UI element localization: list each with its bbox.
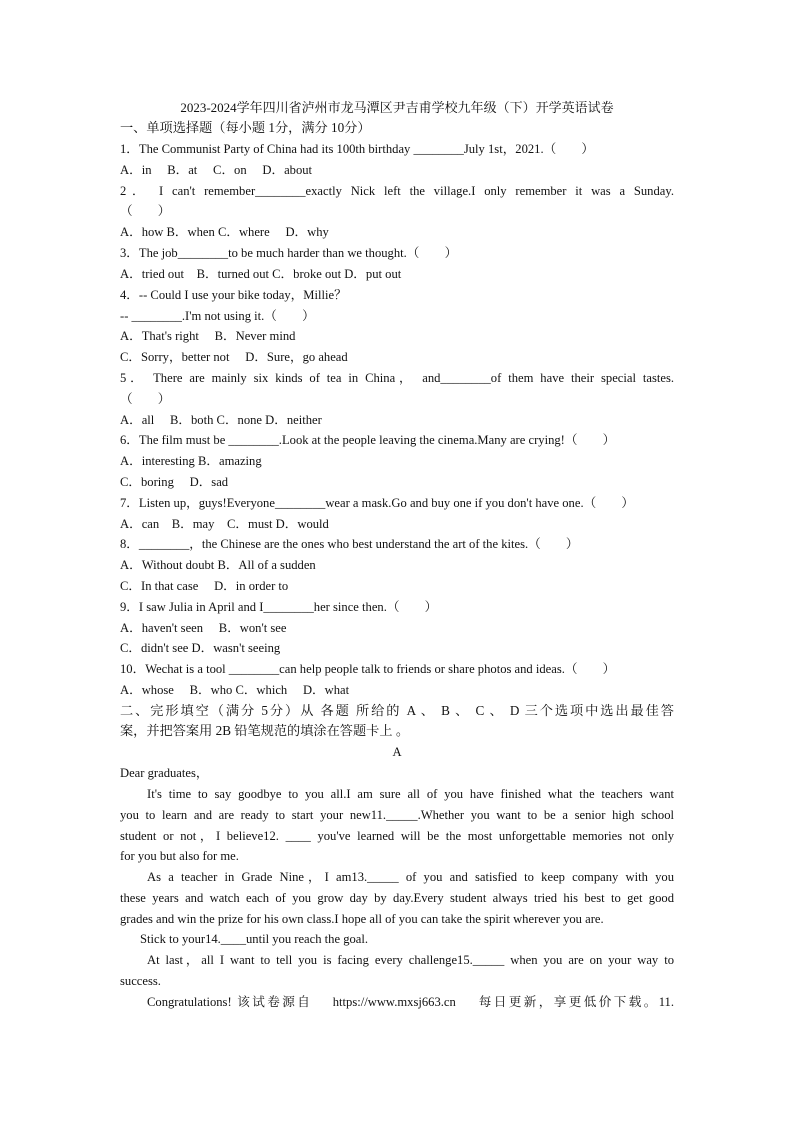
question-7-stem: 7．Listen up，guys!Everyone________wear a mask.Go and buy one if you don't have one.（ ） [120,496,634,510]
question-4-stem: 4．-- Could I use your bike today，Millie？ [120,288,347,302]
question-6-options-row2: C．boring D．sad [120,475,229,489]
section-heading-cloze-cont: 案，并把答案用 2B 铅笔规范的填涂在答题卡上 。 [120,723,410,738]
question-1-options: A．in B．at C．on D．about [120,163,313,177]
passage-line-1: It's time to say goodbye to you all.I am sure all of you have finished what the teachers want [147,787,674,801]
passage-line-3: student or not，I believe12. ____ you've learned will be the most unforgettable memories not only [120,829,674,843]
question-7-options: A．can B．may C．must D．would [120,517,329,531]
passage-line-2: you to learn and are ready to start your new11._____.Whether you want to be a senior high school [120,808,674,822]
question-2-stem: 2． I can't remember________exactly Nick left the village.I only remember it was a Sunday. [120,184,674,198]
passage-line-6: these years and watch each of you grow day by day.Every student always tried his best to get good [120,891,674,905]
passage-line-10: success. [120,974,161,988]
question-3-stem: 3．The job________to be much harder than we thought.（ ） [120,246,458,260]
question-9-stem: 9．I saw Julia in April and I________her since then.（ ） [120,600,438,614]
question-2-options: A．how B．when C．where D．why [120,225,329,239]
passage-line-11: Congratulations! 该试卷源自 https://www.mxsj663.cn 每日更新，享更低价下载。11. [147,995,674,1009]
passage-line-8: Stick to your14.____until you reach the goal. [140,932,369,946]
passage-label: A [392,745,402,759]
question-10-options: A．whose B．who C．which D．what [120,683,350,697]
passage-line-7: grades and win the prize for his own class.I hope all of you can take the spirit wherever you are. [120,912,604,926]
question-2-stem-cont: （ ） [120,204,171,218]
question-8-stem: 8．________，the Chinese are the ones who best understand the art of the kites.（ ） [120,537,579,551]
question-5-stem: 5． There are mainly six kinds of tea in China， and________of them have their special tastes. [120,371,674,385]
section-heading-cloze: 二、完形填空（满分 5分）从 各题 所给的 A 、 B 、 C 、 D 三个选项中选出最佳答 [120,703,674,718]
question-3-options: A．tried out B．turned out C．broke out D．put out [120,267,402,281]
question-4-options-row1: A．That's right B．Never mind [120,329,296,343]
question-4-options-row2: C．Sorry，better not D．Sure，go ahead [120,350,348,364]
question-6-options-row1: A．interesting B．amazing [120,454,262,468]
section-heading-multiple-choice: 一、单项选择题（每小题 1分，满分 10分） [120,120,371,135]
question-1-stem: 1．The Communist Party of China had its 100th birthday ________July 1st，2021.（ ） [120,142,594,156]
question-5-options: A．all B．both C．none D．neither [120,413,322,427]
question-4-stem-cont: -- ________.I'm not using it.（ ） [120,309,315,323]
passage-line-5: As a teacher in Grade Nine，I am13._____ of you and satisfied to keep company with you [147,870,674,884]
passage-line-4: for you but also for me. [120,849,239,863]
question-8-options-row1: A．Without doubt B．All of a sudden [120,558,316,572]
exam-title: 2023-2024学年四川省泸州市龙马潭区尹吉甫学校九年级（下）开学英语试卷 [180,100,614,115]
question-9-options-row1: A．haven't seen B．won't see [120,621,287,635]
passage-line-9: At last，all I want to tell you is facing every challenge15._____ when you are on your way to [147,953,674,967]
question-10-stem: 10．Wechat is a tool ________can help people talk to friends or share photos and ideas.（ ） [120,662,616,676]
question-5-stem-cont: （ ） [120,392,171,406]
question-8-options-row2: C．In that case D．in order to [120,579,289,593]
question-6-stem: 6．The film must be ________.Look at the people leaving the cinema.Many are crying!（ ） [120,433,616,447]
passage-salutation: Dear graduates， [120,766,209,780]
question-9-options-row2: C．didn't see D．wasn't seeing [120,641,281,655]
